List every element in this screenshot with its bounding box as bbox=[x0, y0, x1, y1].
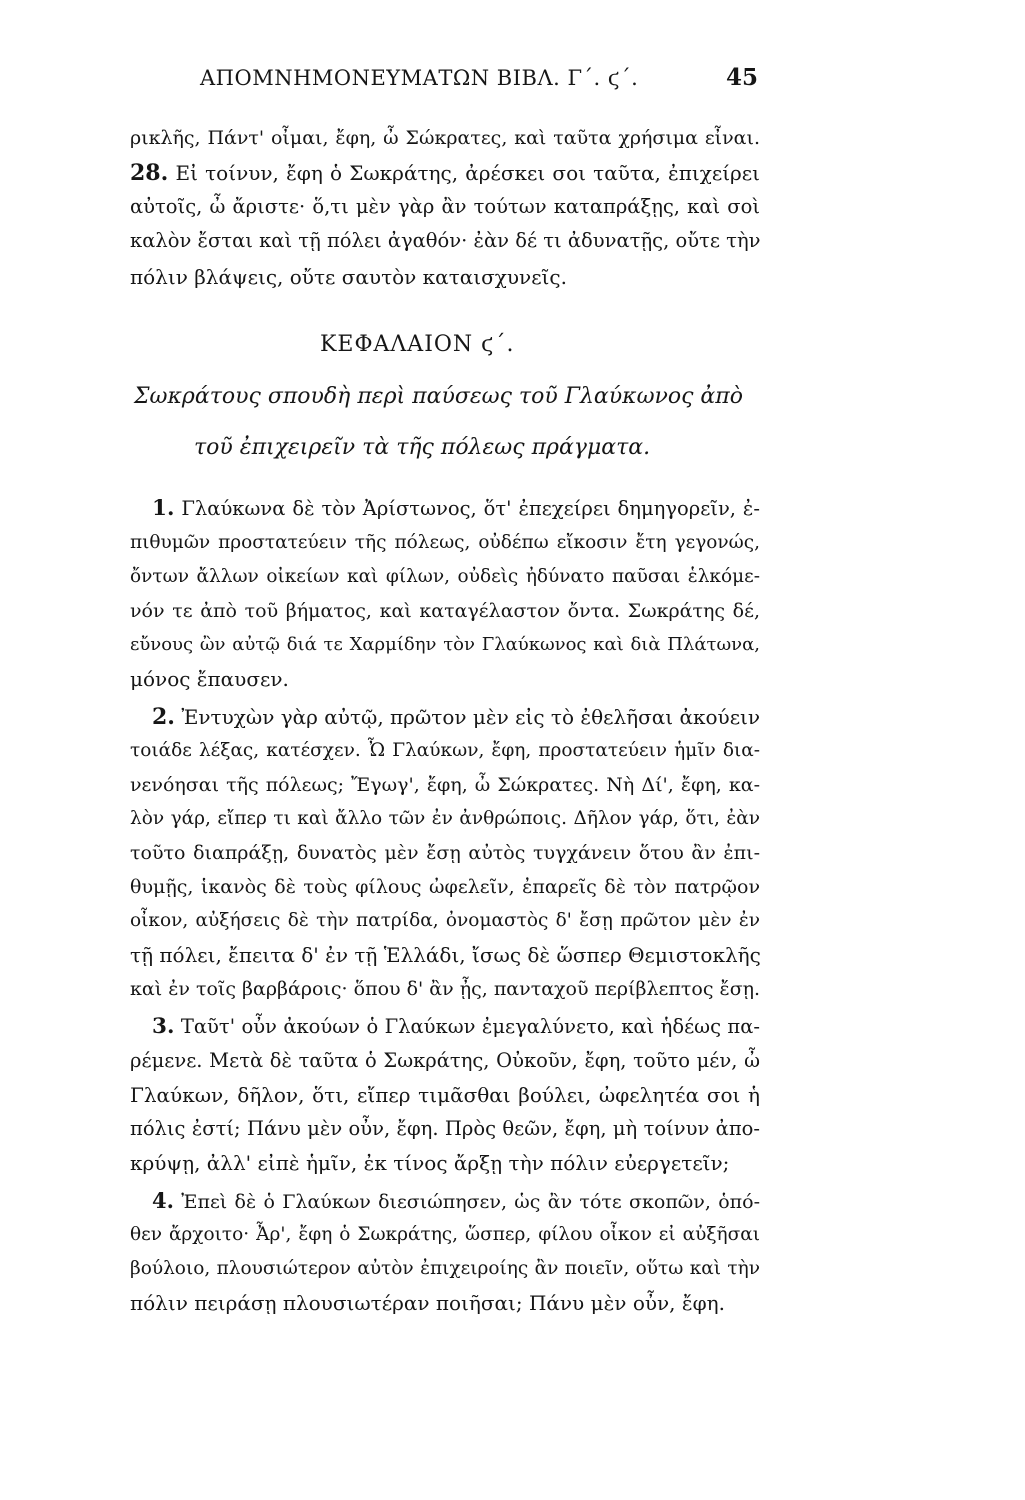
paragraph-3-line: πόλις ἐστί; Πάνυ μὲν οὖν, ἔφη. Πρὸς θεῶν, ἔφη, μὴ τοίνυν ἀπο- bbox=[130, 1117, 760, 1140]
paragraph-4-line: βούλοιο, πλουσιώτερον αὐτὸν ἐπιχειροίης ἂν ποιεῖν, οὕτω καὶ τὴν bbox=[130, 1258, 760, 1279]
paragraph-28-line: καλὸν ἔσται καὶ τῇ πόλει ἀγαθόν· ἐὰν δέ τι ἀδυνατῇς, οὔτε τὴν bbox=[130, 229, 761, 252]
paragraph-3-line: ρέμενε. Μετὰ δὲ ταῦτα ὁ Σωκράτης, Οὐκοῦν, ἔφη, τοῦτο μέν, ὦ bbox=[130, 1049, 760, 1072]
section-number: 28. bbox=[130, 160, 169, 186]
paragraph-1-line: μόνος ἔπαυσεν. bbox=[130, 667, 289, 691]
paragraph-3-line: κρύψῃ, ἀλλ' εἰπὲ ἡμῖν, ἐκ τίνος ἄρξῃ τὴν πόλιν εὐεργετεῖν; bbox=[130, 1151, 730, 1175]
chapter-heading: ΚΕΦΑΛΑΙΟΝ ϛ΄. bbox=[320, 332, 515, 357]
paragraph-1-line: εὔνους ὢν αὐτῷ διά τε Χαρμίδην τὸν Γλαύκωνος καὶ διὰ Πλάτωνα, bbox=[130, 634, 760, 655]
paragraph-2-line: 2. Ἐντυχὼν γὰρ αὐτῷ, πρῶτον μὲν εἰς τὸ ἐθελῆσαι ἀκούειν bbox=[152, 704, 761, 730]
chapter-summary-line: τοῦ ἐπιχειρεῖν τὰ τῆς πόλεως πράγματα. bbox=[194, 435, 651, 460]
text-line: ρικλῆς, Πάντ' οἶμαι, ἔφη, ὦ Σώκρατες, καὶ ταῦτα χρήσιμα εἶναι. bbox=[130, 127, 760, 149]
paragraph-28-line: αὐτοῖς, ὦ ἄριστε· ὅ,τι μὲν γὰρ ἂν τούτων καταπράξῃς, καὶ σοὶ bbox=[130, 195, 760, 218]
paragraph-1-line: ὄντων ἄλλων οἰκείων καὶ φίλων, οὐδεὶς ἠδύνατο παῦσαι ἑλκόμε- bbox=[130, 566, 760, 587]
section-number: 2. bbox=[152, 704, 175, 730]
paragraph-2-line: λὸν γάρ, εἴπερ τι καὶ ἄλλο τῶν ἐν ἀνθρώποις. Δῆλον γάρ, ὅτι, ἐὰν bbox=[130, 808, 760, 829]
section-number: 1. bbox=[152, 496, 175, 521]
paragraph-4-line: 4. Ἐπεὶ δὲ ὁ Γλαύκων διεσιώπησεν, ὡς ἂν τότε σκοπῶν, ὁπό- bbox=[152, 1188, 760, 1213]
paragraph-28-line: 28. Εἰ τοίνυν, ἔφη ὁ Σωκράτης, ἀρέσκει σοι ταῦτα, ἐπιχείρει bbox=[130, 160, 760, 186]
paragraph-2-line: οἶκον, αὐξήσεις δὲ τὴν πατρίδα, ὀνομαστὸς δ' ἔσῃ πρῶτον μὲν ἐν bbox=[130, 910, 760, 931]
paragraph-4-line: πόλιν πειράσῃ πλουσιωτέραν ποιῆσαι; Πάνυ μὲν οὖν, ἔφη. bbox=[130, 1291, 725, 1315]
paragraph-2-line: νενόησαι τῆς πόλεως; Ἔγωγ', ἔφη, ὦ Σώκρατες. Νὴ Δί', ἔφη, κα- bbox=[130, 774, 760, 796]
section-number: 4. bbox=[152, 1188, 174, 1213]
running-head: ΑΠΟΜΝΗΜΟΝΕΥΜΑΤΩΝ ΒΙΒΛ. Γ΄. ϛ΄. bbox=[200, 66, 639, 90]
paragraph-3-line: Γλαύκων, δῆλον, ὅτι, εἴπερ τιμᾶσθαι βούλει, ὠφελητέα σοι ἡ bbox=[130, 1083, 760, 1107]
paragraph-2-line: καὶ ἐν τοῖς βαρβάροις· ὅπου δ' ἂν ᾖς, πανταχοῦ περίβλεπτος ἔσῃ. bbox=[130, 978, 761, 1000]
paragraph-1-line: 1. Γλαύκωνα δὲ τὸν Ἀρίστωνος, ὅτ' ἐπεχείρει δημηγορεῖν, ἐ- bbox=[152, 496, 760, 521]
paragraph-2-line: τοῦτο διαπράξῃ, δυνατὸς μὲν ἔσῃ αὐτὸς τυγχάνειν ὅτου ἂν ἐπι- bbox=[130, 842, 760, 864]
paragraph-2-line: θυμῇς, ἱκανὸς δὲ τοὺς φίλους ὠφελεῖν, ἐπαρεῖς δὲ τὸν πατρῷον bbox=[130, 876, 760, 898]
paragraph-1-line: πιθυμῶν προστατεύειν τῆς πόλεως, οὐδέπω εἴκοσιν ἔτη γεγονώς, bbox=[130, 532, 760, 553]
section-number: 3. bbox=[152, 1014, 175, 1039]
paragraph-1-line: νόν τε ἀπὸ τοῦ βήματος, καὶ καταγέλαστον ὄντα. Σωκράτης δέ, bbox=[130, 600, 760, 622]
paragraph-3-line: 3. Ταῦτ' οὖν ἀκούων ὁ Γλαύκων ἐμεγαλύνετο, καὶ ἡδέως πα- bbox=[152, 1014, 760, 1039]
paragraph-2-line: τῇ πόλει, ἔπειτα δ' ἐν τῇ Ἑλλάδι, ἴσως δὲ ὥσπερ Θεμιστοκλῆς bbox=[130, 943, 761, 967]
paragraph-2-line: τοιάδε λέξας, κατέσχεν. Ὦ Γλαύκων, ἔφη, προστατεύειν ἡμῖν δια- bbox=[130, 740, 760, 761]
paragraph-4-line: θεν ἄρχοιτο· Ἆρ', ἔφη ὁ Σωκράτης, ὥσπερ, φίλου οἶκον εἰ αὐξῆσαι bbox=[130, 1224, 760, 1245]
paragraph-28-line: πόλιν βλάψεις, οὔτε σαυτὸν καταισχυνεῖς. bbox=[130, 265, 567, 289]
page-number: 45 bbox=[726, 64, 759, 91]
chapter-summary-line: Σωκράτους σπουδὴ περὶ παύσεως τοῦ Γλαύκωνος ἀπὸ bbox=[134, 384, 743, 409]
